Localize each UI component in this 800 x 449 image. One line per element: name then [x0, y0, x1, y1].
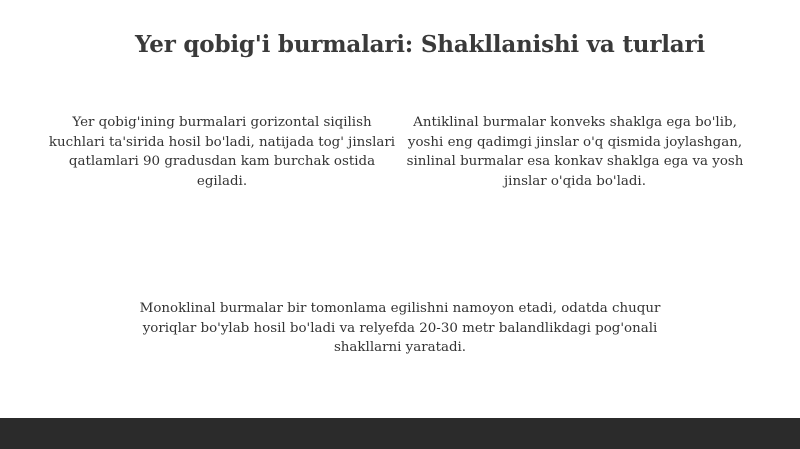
paragraph-folding-formation: Yer qobig'ining burmalari gorizontal siqilish kuchlari ta'sirida hosil bo'ladi, natijada tog' jinslari qatlamlari 90 gradusdan kam burchak ostida egiladi.	[48, 115, 396, 189]
slide-title: Yer qobig'i burmalari: Shakllanishi va turlari	[135, 31, 705, 58]
paragraph-anticline-syncline: Antiklinal burmalar konveks shaklga ega bo'lib, yoshi eng qadimgi jinslar o'q qismida joylashgan, sinlinal burmalar esa konkav shaklga ega va yosh jinslar o'qida bo'ladi.	[406, 115, 744, 189]
footer-bar	[0, 418, 800, 449]
paragraph-monocline: Monoklinal burmalar bir tomonlama egilishni namoyon etadi, odatda chuqur yoriqlar bo'ylab hosil bo'ladi va relyefda 20-30 metr balandlikdagi pog'onali shakllarni yaratadi.	[139, 301, 661, 355]
